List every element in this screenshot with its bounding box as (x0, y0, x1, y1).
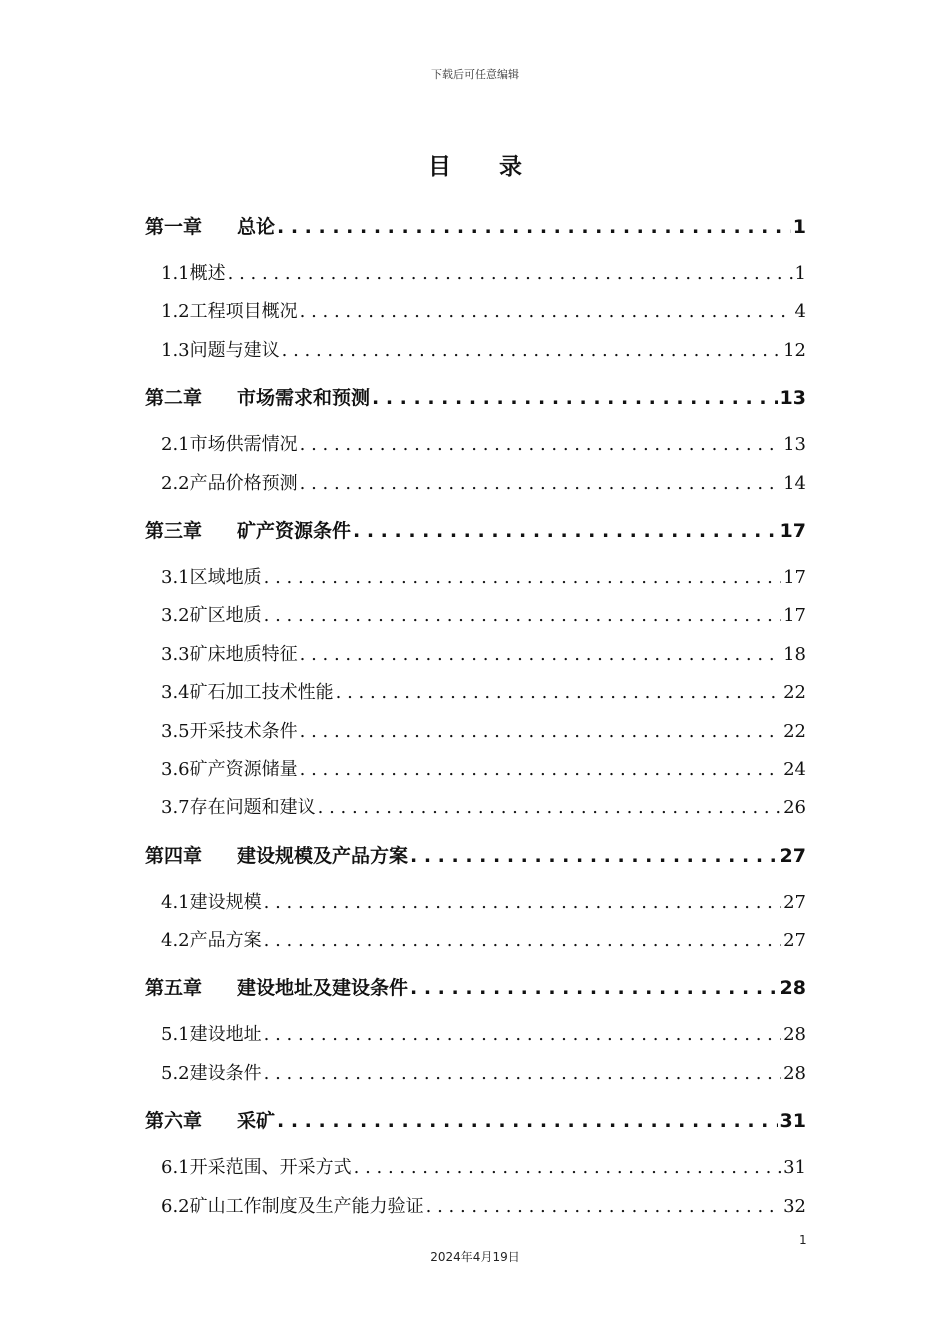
dot-leader (300, 713, 781, 751)
chapter-number: 第二章 (145, 387, 203, 410)
dot-leader (300, 293, 793, 331)
toc-entry-label: 3.1区域地质 (161, 566, 262, 588)
toc-page-number: 26 (783, 797, 806, 819)
toc-section-entry[interactable] (145, 465, 806, 503)
chapter-number: 第五章 (145, 977, 203, 1000)
toc-section-entry[interactable] (145, 636, 806, 674)
toc-entry-label (145, 511, 351, 551)
chapter-number: 第一章 (145, 216, 203, 238)
chapter-title: 总论 (237, 216, 276, 238)
toc-section-entry[interactable] (145, 597, 806, 635)
dot-leader (410, 968, 778, 1008)
dot-leader (264, 884, 781, 922)
toc-entry-label: 1.3问题与建议 (161, 339, 280, 361)
toc-page-number: 27 (783, 891, 806, 913)
toc-page-number: 13 (783, 434, 806, 456)
dot-leader (282, 332, 781, 370)
chapter-number: 第六章 (145, 1110, 203, 1133)
toc-entry-label: 3.2矿区地质 (161, 605, 262, 627)
chapter-title: 建设规模及产品方案 (237, 844, 409, 867)
toc-section-entry[interactable] (145, 751, 806, 789)
footer-page-number: 1 (799, 1233, 807, 1247)
toc-entry-label: 3.6矿产资源储量 (161, 758, 298, 780)
toc-page-number: 27 (783, 930, 806, 952)
toc-entry-label: 3.7存在问题和建议 (161, 797, 316, 819)
toc-entry-label: 6.2矿山工作制度及生产能力验证 (161, 1195, 424, 1217)
toc-page-number: 22 (783, 720, 806, 742)
dot-leader (264, 1016, 781, 1054)
toc-entry-label: 1.1概述 (161, 263, 226, 284)
dot-leader (300, 751, 781, 789)
dot-leader (353, 511, 778, 551)
header-note: 下载后可任意编辑 (431, 68, 519, 81)
toc-chapter-entry[interactable] (145, 968, 806, 1008)
toc-page-number: 17 (783, 605, 806, 627)
toc-entry-label (145, 378, 370, 418)
dot-leader (300, 465, 781, 503)
toc-title: 目录 (428, 154, 570, 180)
dot-leader (354, 1149, 781, 1187)
chapter-title: 建设地址及建设条件 (237, 977, 409, 1000)
dot-leader (228, 255, 793, 293)
dot-leader (300, 426, 781, 464)
toc-entry-label: 5.2建设条件 (161, 1062, 262, 1084)
toc-section-entry[interactable] (145, 713, 806, 751)
toc-page-number: 24 (783, 758, 806, 780)
toc-page-number: 1 (792, 216, 806, 238)
toc-entry-label: 2.1市场供需情况 (161, 434, 298, 456)
toc-page-number: 17 (779, 519, 806, 542)
toc-page-number: 31 (779, 1110, 806, 1133)
chapter-number: 第四章 (145, 844, 203, 867)
toc-entry-label (145, 968, 408, 1008)
toc-entry-label (145, 836, 408, 876)
footer-date: 2024年4月19日 (430, 1250, 520, 1264)
dot-leader (372, 378, 778, 418)
toc-page-number: 28 (779, 977, 806, 1000)
toc-section-entry[interactable] (145, 332, 806, 370)
toc-entry-label (145, 207, 275, 247)
toc-chapter-entry[interactable] (145, 378, 806, 418)
dot-leader (300, 636, 781, 674)
toc-section-entry[interactable] (145, 1016, 806, 1054)
toc-entry-label: 3.5开采技术条件 (161, 720, 298, 742)
toc-entry-label: 4.1建设规模 (161, 891, 262, 913)
toc-entry-label: 1.2工程项目概况 (161, 301, 298, 323)
toc-page-number: 18 (783, 643, 806, 665)
toc-section-entry[interactable] (145, 1055, 806, 1093)
toc-section-entry[interactable] (145, 884, 806, 922)
dot-leader (264, 597, 781, 635)
dot-leader (336, 674, 781, 712)
toc-entry-label: 3.4矿石加工技术性能 (161, 682, 334, 704)
toc-page-number: 4 (794, 301, 806, 323)
chapter-number: 第三章 (145, 519, 203, 542)
dot-leader (264, 559, 781, 597)
toc-page-number: 13 (779, 387, 806, 410)
toc-section-entry[interactable] (145, 293, 806, 331)
dot-leader (264, 922, 781, 960)
toc-section-entry[interactable] (145, 789, 806, 827)
toc-page-number: 22 (783, 682, 806, 704)
toc-page-number: 28 (783, 1024, 806, 1046)
toc-entry-label (145, 1101, 275, 1141)
toc-page-number: 17 (783, 566, 806, 588)
toc-page-number: 14 (783, 472, 806, 494)
dot-leader (426, 1188, 781, 1226)
toc-chapter-entry[interactable] (145, 207, 806, 247)
toc-page-number: 31 (783, 1157, 806, 1179)
toc-section-entry[interactable] (145, 426, 806, 464)
toc-section-entry[interactable] (145, 255, 806, 293)
toc-page-number: 32 (783, 1195, 806, 1217)
chapter-title: 矿产资源条件 (237, 519, 352, 542)
toc-entry-label: 2.2产品价格预测 (161, 472, 298, 494)
toc-section-entry[interactable] (145, 674, 806, 712)
table-of-contents (145, 199, 806, 1226)
toc-section-entry[interactable] (145, 1149, 806, 1187)
toc-chapter-entry[interactable] (145, 511, 806, 551)
toc-entry-label: 4.2产品方案 (161, 930, 262, 952)
toc-chapter-entry[interactable] (145, 1101, 806, 1141)
toc-entry-label: 3.3矿床地质特征 (161, 643, 298, 665)
toc-page-number: 12 (783, 339, 806, 361)
toc-section-entry[interactable] (145, 559, 806, 597)
chapter-title: 市场需求和预测 (237, 387, 371, 410)
toc-page-number: 1 (794, 263, 806, 284)
chapter-title: 采矿 (237, 1110, 276, 1133)
toc-section-entry[interactable] (145, 922, 806, 960)
dot-leader (264, 1055, 781, 1093)
toc-page-number: 27 (779, 844, 806, 867)
toc-entry-label: 6.1开采范围、开采方式 (161, 1157, 352, 1179)
dot-leader (318, 789, 781, 827)
toc-section-entry[interactable] (145, 1188, 806, 1226)
dot-leader (277, 1101, 778, 1141)
toc-chapter-entry[interactable] (145, 836, 806, 876)
toc-page-number: 28 (783, 1062, 806, 1084)
dot-leader (410, 836, 778, 876)
dot-leader (277, 207, 791, 247)
toc-entry-label: 5.1建设地址 (161, 1024, 262, 1046)
